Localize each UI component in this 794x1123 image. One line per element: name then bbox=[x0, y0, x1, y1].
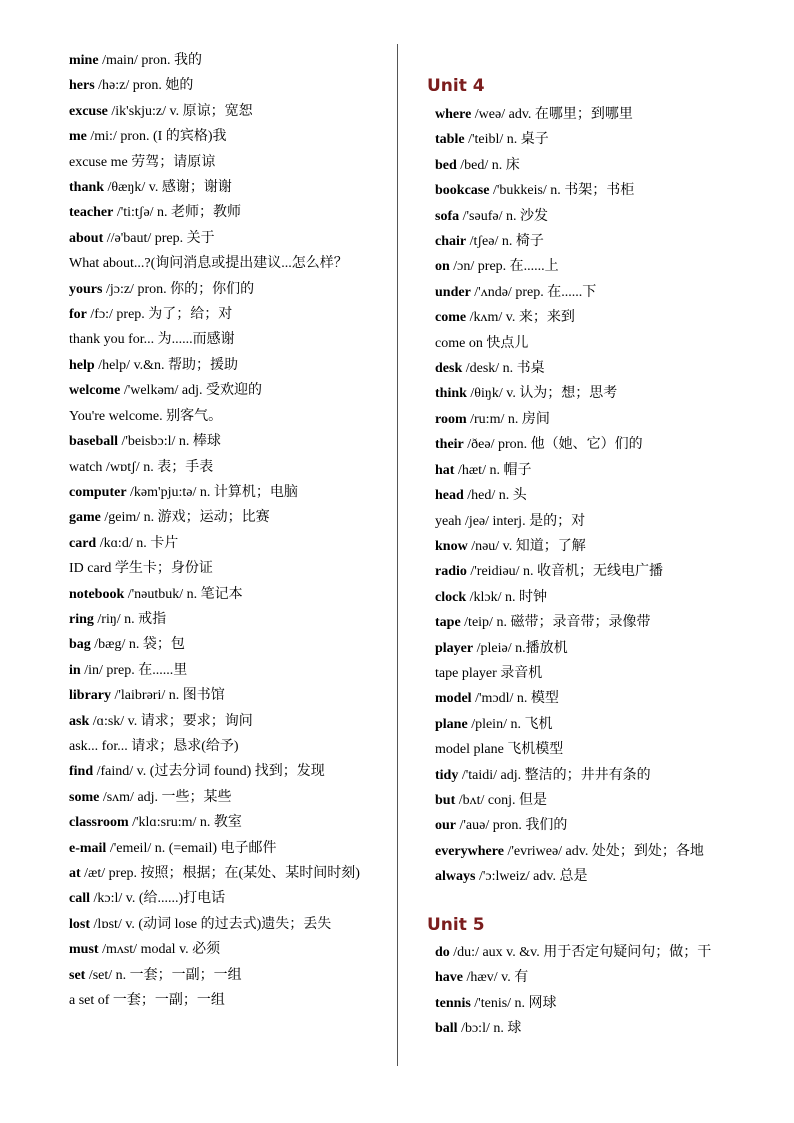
vocab-definition: /hə:z/ pron. 她的 bbox=[94, 78, 194, 94]
vocab-word: must bbox=[69, 942, 99, 958]
vocab-definition: /ðeə/ pron. 他（她、它）们的 bbox=[463, 437, 643, 453]
vocab-entry bbox=[435, 204, 765, 229]
vocab-definition: /ik'skju:z/ v. 原谅；宽恕 bbox=[107, 103, 253, 119]
vocab-word: for bbox=[69, 307, 87, 323]
vocab-word: head bbox=[435, 488, 464, 504]
vocab-entry bbox=[69, 556, 384, 581]
vocab-word: ball bbox=[435, 1021, 458, 1037]
vocab-definition: watch /wɒtʃ/ n. 表；手表 bbox=[69, 459, 214, 475]
vocab-entry bbox=[435, 1016, 765, 1041]
vocab-word: desk bbox=[435, 361, 463, 377]
vocab-word: at bbox=[69, 866, 81, 881]
vocab-word: classroom bbox=[69, 815, 129, 831]
vocab-entry bbox=[435, 356, 765, 381]
vocab-entry bbox=[69, 531, 384, 556]
vocab-entry bbox=[69, 99, 384, 124]
vocab-entry bbox=[69, 963, 384, 988]
vocab-definition: /'nəutbuk/ n. 笔记本 bbox=[124, 586, 243, 602]
vocab-definition: /nəu/ v. 知道；了解 bbox=[467, 538, 586, 554]
vocab-entry bbox=[435, 102, 765, 127]
vocab-definition: /'emeil/ n. (=email) 电子邮件 bbox=[106, 840, 277, 856]
vocab-definition: a set of 一套；一副；一组 bbox=[69, 993, 225, 1009]
vocab-entry bbox=[435, 178, 765, 203]
vocab-word: ring bbox=[69, 611, 94, 627]
vocab-word: model bbox=[435, 691, 472, 707]
vocab-definition: excuse me 劳驾；请原谅 bbox=[69, 154, 216, 170]
vocab-entry bbox=[435, 712, 765, 737]
vocab-entry bbox=[69, 734, 384, 759]
vocab-entry bbox=[69, 810, 384, 835]
vocab-word: everywhere bbox=[435, 843, 504, 859]
vocab-word: bag bbox=[69, 637, 91, 653]
vocab-definition: What about...?(询问消息或提出建议...怎么样？ bbox=[69, 256, 348, 272]
vocab-definition: /'klɑ:sru:m/ n. 教室 bbox=[128, 815, 242, 831]
vocab-definition: /in/ prep. 在......里 bbox=[80, 662, 188, 678]
vocab-entry bbox=[435, 559, 765, 584]
vocab-entry bbox=[69, 455, 384, 480]
vocab-word: table bbox=[435, 132, 465, 148]
vocab-definition: /'laibrəri/ n. 图书馆 bbox=[111, 688, 225, 704]
vocab-entry bbox=[435, 686, 765, 711]
vocab-definition: tape player 录音机 bbox=[435, 665, 543, 681]
vocab-word: bookcase bbox=[435, 183, 490, 199]
vocab-entry bbox=[435, 254, 765, 279]
vocab-definition: /kɑ:d/ n. 卡片 bbox=[96, 535, 179, 551]
vocab-word: card bbox=[69, 535, 97, 551]
vocab-entry bbox=[69, 353, 384, 378]
vocab-definition: /'welkəm/ adj. 受欢迎的 bbox=[120, 383, 263, 399]
vocab-entry bbox=[69, 582, 384, 607]
vocab-word: yours bbox=[69, 281, 103, 297]
vocab-entry bbox=[435, 839, 765, 864]
vocab-word: set bbox=[69, 967, 86, 983]
vocab-entry bbox=[69, 658, 384, 683]
vocab-word: bed bbox=[435, 157, 457, 173]
vocab-word: tape bbox=[435, 615, 461, 631]
vocab-entry bbox=[69, 277, 384, 302]
vocab-definition: /mʌst/ modal v. 必须 bbox=[98, 942, 221, 958]
vocab-entry bbox=[435, 153, 765, 178]
vocab-definition: /'taidi/ adj. 整洁的；井井有条的 bbox=[458, 767, 651, 783]
vocab-word: teacher bbox=[69, 205, 114, 221]
vocab-definition: /kɔ:l/ v. (给......)打电话 bbox=[90, 891, 226, 907]
vocab-definition: /'tenis/ n. 网球 bbox=[470, 995, 557, 1011]
vocab-entry bbox=[435, 661, 765, 686]
vocab-entry bbox=[69, 302, 384, 327]
vocab-entry bbox=[69, 150, 384, 175]
vocab-entry bbox=[435, 737, 765, 762]
vocab-definition: /geim/ n. 游戏；运动；比赛 bbox=[100, 510, 270, 526]
vocab-definition: /help/ v.&n. 帮助；援助 bbox=[94, 357, 239, 373]
vocab-definition: /tʃeə/ n. 椅子 bbox=[466, 234, 544, 250]
vocab-entry bbox=[435, 991, 765, 1016]
vocab-definition: /bed/ n. 床 bbox=[456, 157, 520, 173]
vocab-definition: /du:/ aux v. &v. 用于否定句疑问句；做；干 bbox=[449, 945, 712, 960]
vocab-word: notebook bbox=[69, 586, 125, 602]
vocab-definition: model plane 飞机模型 bbox=[435, 742, 564, 758]
vocab-entry bbox=[69, 200, 384, 225]
vocab-entry bbox=[435, 127, 765, 152]
vocab-word: find bbox=[69, 764, 94, 780]
vocab-word: baseball bbox=[69, 434, 119, 450]
vocab-definition: /plein/ n. 飞机 bbox=[467, 716, 553, 732]
vocab-word: some bbox=[69, 789, 100, 805]
vocab-word: welcome bbox=[69, 383, 121, 399]
vocab-definition: /'teibl/ n. 桌子 bbox=[464, 132, 549, 148]
vocab-definition: yeah /jeə/ interj. 是的；对 bbox=[435, 513, 586, 529]
vocab-word: hers bbox=[69, 78, 95, 94]
vocab-word: clock bbox=[435, 589, 467, 605]
vocab-word: me bbox=[69, 129, 87, 145]
vocab-definition: /bɔ:l/ n. 球 bbox=[457, 1021, 522, 1037]
vocab-entry bbox=[69, 505, 384, 530]
vocab-definition: /bʌt/ conj. 但是 bbox=[455, 792, 548, 808]
vocab-word: call bbox=[69, 891, 90, 907]
vocab-entry bbox=[435, 331, 765, 356]
vocab-word: hat bbox=[435, 462, 455, 478]
vocab-definition: /mi:/ pron. (I 的宾格)我 bbox=[86, 129, 227, 145]
vocab-entry bbox=[435, 509, 765, 534]
vocab-entry bbox=[435, 610, 765, 635]
vocab-definition: /'ti:tʃə/ n. 老师；教师 bbox=[113, 205, 242, 221]
vocab-entry bbox=[69, 937, 384, 962]
vocab-word: on bbox=[435, 259, 450, 275]
vocab-definition: /'auə/ pron. 我们的 bbox=[456, 818, 568, 834]
vocab-entry bbox=[435, 763, 765, 788]
vocab-definition: /lɒst/ v. (动词 lose 的过去式)遗失；丢失 bbox=[90, 916, 332, 932]
vocab-entry bbox=[69, 886, 384, 911]
vocab-word: radio bbox=[435, 564, 467, 580]
vocab-entry bbox=[69, 632, 384, 657]
vocab-word: mine bbox=[69, 53, 99, 68]
vocab-word: do bbox=[435, 945, 450, 960]
vocab-definition: ask... for... 请求；恳求(给予) bbox=[69, 738, 239, 754]
vocab-definition: /æt/ prep. 按照；根据；在(某处、某时间时刻) bbox=[80, 866, 360, 881]
vocab-entry bbox=[69, 480, 384, 505]
vocab-word: know bbox=[435, 538, 468, 554]
vocab-word: under bbox=[435, 284, 471, 300]
vocab-definition: You're welcome. 别客气。 bbox=[69, 408, 223, 424]
vocab-definition: /'bukkeis/ n. 书架；书柜 bbox=[489, 183, 635, 199]
vocab-entry bbox=[69, 175, 384, 200]
vocab-word: tidy bbox=[435, 767, 459, 783]
vocab-definition: /fɔ:/ prep. 为了；给；对 bbox=[86, 307, 233, 323]
vocab-definition: /jɔ:z/ pron. 你的；你们的 bbox=[102, 281, 255, 297]
vocab-definition: /ru:m/ n. 房间 bbox=[466, 411, 550, 427]
vocab-entry bbox=[69, 759, 384, 784]
vocab-definition: /'səufə/ n. 沙发 bbox=[459, 208, 548, 224]
vocab-entry bbox=[435, 788, 765, 813]
vocab-definition: /'ʌndə/ prep. 在......下 bbox=[470, 284, 597, 300]
vocab-definition: /sʌm/ adj. 一些；某些 bbox=[99, 789, 232, 805]
vocab-definition: /teip/ n. 磁带；录音带；录像带 bbox=[460, 615, 651, 631]
vocab-entry bbox=[435, 585, 765, 610]
vocab-definition: /klɔk/ n. 时钟 bbox=[466, 589, 547, 605]
vocab-entry bbox=[435, 483, 765, 508]
vocab-definition: /kəm'pju:tə/ n. 计算机；电脑 bbox=[126, 484, 298, 500]
vocab-entry bbox=[69, 429, 384, 454]
vocab-word: plane bbox=[435, 716, 468, 732]
vocab-word: where bbox=[435, 107, 472, 122]
vocab-definition: ID card 学生卡；身份证 bbox=[69, 561, 213, 577]
vocab-entry bbox=[69, 785, 384, 810]
vocab-word: always bbox=[435, 869, 476, 885]
vocab-entry bbox=[435, 864, 765, 889]
vocab-entry bbox=[69, 124, 384, 149]
vocab-word: help bbox=[69, 357, 95, 373]
vocab-word: our bbox=[435, 818, 456, 834]
vocab-entry bbox=[69, 988, 384, 1013]
vocab-word: about bbox=[69, 230, 104, 246]
vocab-entry bbox=[435, 280, 765, 305]
vocab-word: library bbox=[69, 688, 111, 704]
vocab-word: but bbox=[435, 792, 456, 808]
vocab-definition: //ə'baut/ prep. 关于 bbox=[103, 230, 215, 246]
unit5-vocab-list bbox=[435, 940, 765, 1042]
vocab-entry bbox=[435, 813, 765, 838]
vocab-definition: /'reidiəu/ n. 收音机；无线电广播 bbox=[466, 564, 664, 580]
vocab-definition: /'mɔdl/ n. 模型 bbox=[471, 691, 559, 707]
vocab-definition: /ɔn/ prep. 在......上 bbox=[449, 259, 559, 275]
vocab-entry bbox=[69, 912, 384, 937]
vocab-definition: thank you for... 为......而感谢 bbox=[69, 332, 235, 348]
vocab-word: in bbox=[69, 662, 81, 678]
unit4-heading: Unit 4 bbox=[427, 76, 485, 96]
left-vocab-column bbox=[69, 48, 384, 1013]
vocab-word: think bbox=[435, 386, 467, 402]
vocab-entry bbox=[69, 861, 384, 886]
vocab-definition: /hæt/ n. 帽子 bbox=[454, 462, 532, 478]
vocab-entry bbox=[69, 683, 384, 708]
vocab-definition: /'beisbɔ:l/ n. 棒球 bbox=[118, 434, 221, 450]
vocab-word: come bbox=[435, 310, 467, 326]
vocab-entry bbox=[435, 229, 765, 254]
vocab-entry bbox=[435, 534, 765, 559]
vocab-entry bbox=[435, 432, 765, 457]
vocab-definition: /ɑ:sk/ v. 请求；要求；询问 bbox=[89, 713, 253, 729]
vocab-entry bbox=[69, 404, 384, 429]
vocab-word: tennis bbox=[435, 995, 471, 1011]
unit5-heading: Unit 5 bbox=[427, 915, 485, 935]
vocab-word: chair bbox=[435, 234, 467, 250]
vocab-word: room bbox=[435, 411, 467, 427]
vocab-definition: /hæv/ v. 有 bbox=[463, 970, 529, 986]
vocab-definition: /'ɔ:lweiz/ adv. 总是 bbox=[475, 869, 588, 885]
vocab-definition: /'evriweə/ adv. 处处；到处；各地 bbox=[503, 843, 704, 859]
vocab-definition: /riŋ/ n. 戒指 bbox=[93, 611, 167, 627]
vocab-entry bbox=[69, 378, 384, 403]
vocab-definition: /desk/ n. 书桌 bbox=[462, 361, 545, 377]
vocab-word: game bbox=[69, 510, 101, 526]
vocab-definition: /set/ n. 一套；一副；一组 bbox=[85, 967, 242, 983]
vocab-definition: /hed/ n. 头 bbox=[463, 488, 527, 504]
vocab-word: computer bbox=[69, 484, 127, 500]
unit4-vocab-list bbox=[435, 102, 765, 890]
vocab-definition: come on 快点儿 bbox=[435, 335, 529, 351]
vocab-entry bbox=[69, 226, 384, 251]
vocab-definition: /kʌm/ v. 来；来到 bbox=[466, 310, 575, 326]
vocab-definition: /bæg/ n. 袋；包 bbox=[90, 637, 185, 653]
vocab-entry bbox=[69, 709, 384, 734]
vocab-entry bbox=[69, 607, 384, 632]
vocab-definition: /θæŋk/ v. 感谢；谢谢 bbox=[104, 180, 232, 196]
vocab-entry bbox=[435, 940, 765, 965]
vocab-entry bbox=[435, 381, 765, 406]
vocab-word: lost bbox=[69, 916, 90, 932]
vocab-entry bbox=[435, 965, 765, 990]
vocab-definition: /θiŋk/ v. 认为；想；思考 bbox=[466, 386, 618, 402]
vocab-word: e-mail bbox=[69, 840, 107, 856]
vocab-word: have bbox=[435, 970, 463, 986]
vocab-word: thank bbox=[69, 180, 105, 196]
vocab-entry bbox=[435, 407, 765, 432]
vocab-definition: /pleiə/ n.播放机 bbox=[473, 640, 568, 656]
vocab-entry bbox=[69, 251, 384, 276]
vocab-word: player bbox=[435, 640, 474, 656]
vocab-word: excuse bbox=[69, 103, 108, 119]
vocab-entry bbox=[69, 327, 384, 352]
column-divider bbox=[397, 44, 398, 1066]
vocab-entry bbox=[435, 305, 765, 330]
vocab-word: ask bbox=[69, 713, 90, 729]
vocab-entry bbox=[69, 48, 384, 73]
vocab-entry bbox=[69, 836, 384, 861]
vocab-definition: /faind/ v. (过去分词 found) 找到；发现 bbox=[93, 764, 325, 780]
vocab-definition: /weə/ adv. 在哪里；到哪里 bbox=[471, 107, 633, 122]
vocab-entry bbox=[435, 458, 765, 483]
vocab-definition: /main/ pron. 我的 bbox=[98, 53, 202, 68]
vocab-word: sofa bbox=[435, 208, 460, 224]
vocab-word: their bbox=[435, 437, 464, 453]
vocab-entry bbox=[69, 73, 384, 98]
vocab-entry bbox=[435, 636, 765, 661]
